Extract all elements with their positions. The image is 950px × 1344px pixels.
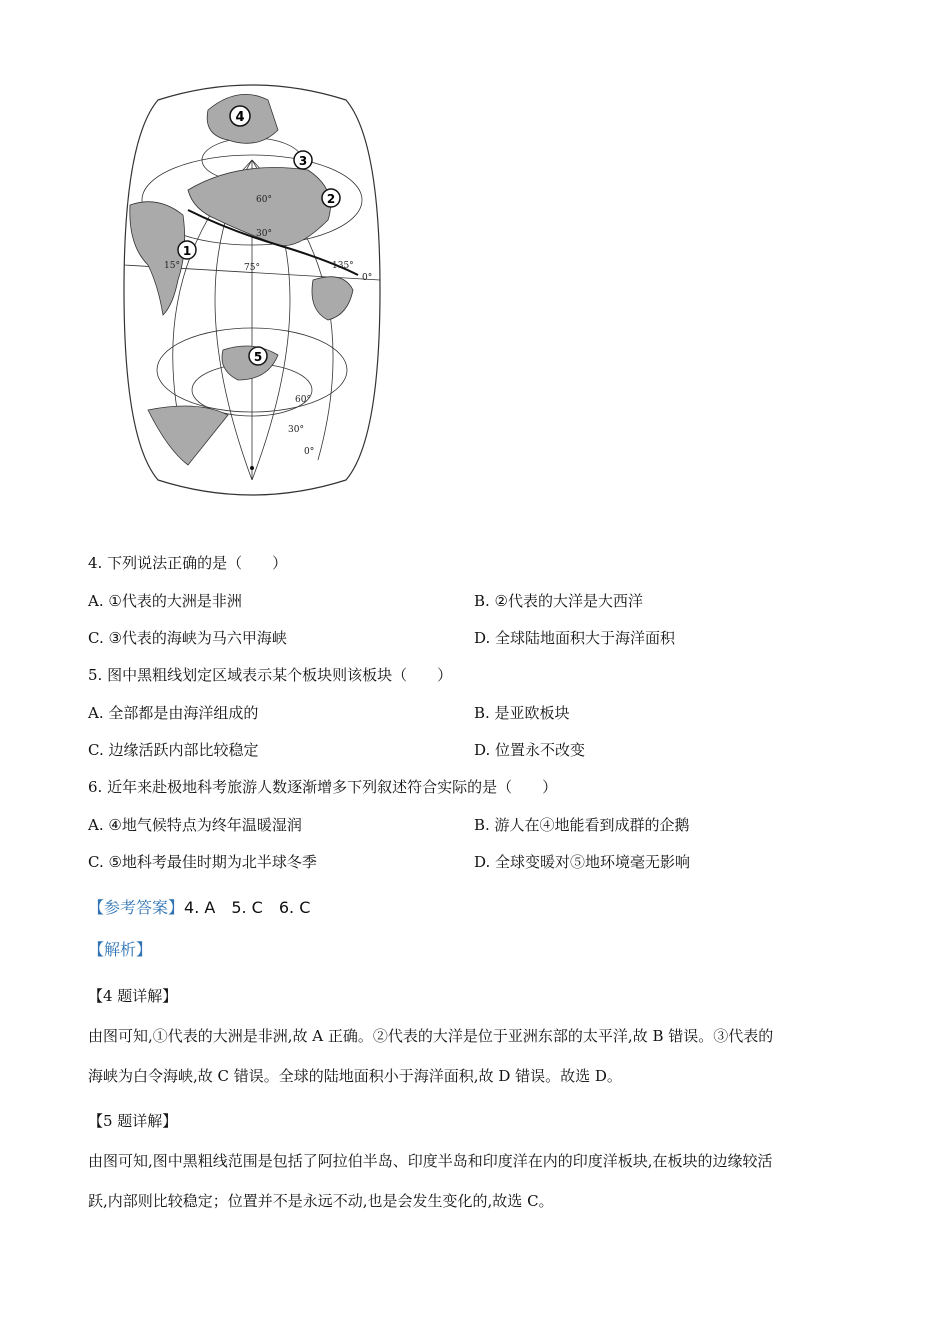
marker-1 [178,241,196,259]
svg-text:1: 1 [182,244,192,258]
svg-text:0°: 0° [304,447,315,457]
marker-3 [294,151,312,169]
question-4-stem: 4. 下列说法正确的是（ ） [88,554,288,572]
svg-text:60°: 60° [295,395,311,405]
q5-detail-line-1: 由图可知,图中黑粗线范围是包括了阿拉伯半岛、印度半岛和印度洋在内的印度洋板块,在板块的边缘较活 [88,1152,773,1170]
option-6a: A. ④地气候特点为终年温暖湿润 [88,816,302,834]
option-5a: A. 全部都是由海洋组成的 [88,704,259,722]
q5-detail-line-2: 跃,内部则比较稳定；位置并不是永远不动,也是会发生变化的,故选 C。 [88,1192,554,1210]
option-4d: D. 全球陆地面积大于海洋面积 [474,629,676,647]
continent-australia [312,277,353,320]
svg-text:30°: 30° [256,229,272,239]
option-6c: C. ⑤地科考最佳时期为北半球冬季 [88,853,317,871]
option-6b: B. 游人在④地能看到成群的企鹅 [474,816,690,834]
answer-label: 【参考答案】 [88,898,185,917]
answer-text: 4. A 5. C 6. C [184,898,311,917]
svg-text:4: 4 [235,110,245,125]
option-5c: C. 边缘活跃内部比较稳定 [88,741,259,759]
option-4c: C. ③代表的海峡为马六甲海峡 [88,629,287,647]
analysis-label: 【解析】 [88,940,153,959]
option-5b: B. 是亚欧板块 [474,704,570,722]
question-6-stem: 6. 近年来赴极地科考旅游人数逐渐增多下列叙述符合实际的是（ ） [88,778,558,796]
answer-line [88,897,310,919]
question-5-stem: 5. 图中黑粗线划定区域表示某个板块则该板块（ ） [88,666,453,684]
option-5d: D. 位置永不改变 [474,741,586,759]
q4-detail-line-1: 由图可知,①代表的大洲是非洲,故 A 正确。②代表的大洋是位于亚洲东部的太平洋,故 B 错误。③代表的 [88,1027,774,1045]
continent-south [148,406,228,465]
option-6d: D. 全球变暖对⑤地环境毫无影响 [474,853,691,871]
svg-text:60°: 60° [256,195,272,205]
world-map-figure [118,80,386,500]
svg-text:30°: 30° [288,425,304,435]
continent-africa [130,202,185,315]
q5-detail-heading: 【5 题详解】 [88,1112,178,1130]
svg-text:135°: 135° [332,261,354,271]
q4-detail-heading: 【4 题详解】 [88,987,178,1005]
svg-text:5: 5 [253,350,263,364]
marker-4 [230,106,250,126]
svg-text:15°: 15° [164,261,180,271]
svg-text:3: 3 [298,154,308,168]
marker-5 [249,347,267,365]
svg-text:2: 2 [326,192,336,206]
marker-2 [322,189,340,207]
svg-text:75°: 75° [244,263,260,273]
q4-detail-line-2: 海峡为白令海峡,故 C 错误。全球的陆地面积小于海洋面积,故 D 错误。故选 D。 [88,1067,622,1085]
svg-text:0°: 0° [362,273,373,283]
option-4a: A. ①代表的大洲是非洲 [88,592,242,610]
option-4b: B. ②代表的大洋是大西洋 [474,592,644,610]
